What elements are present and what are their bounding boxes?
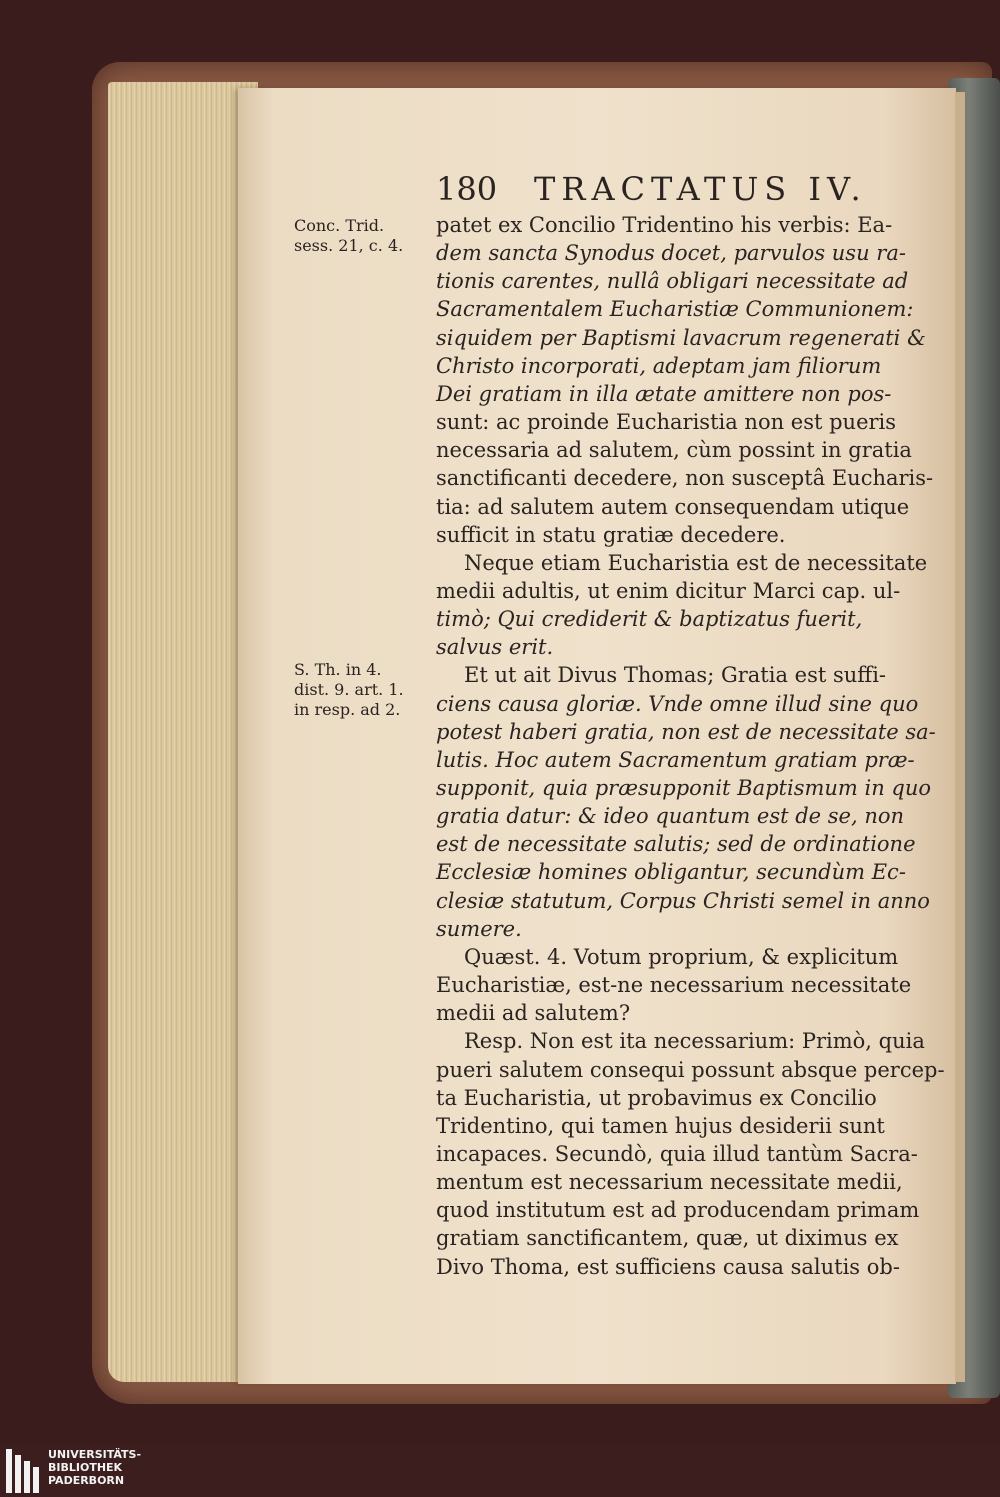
text-line: est de necessitate salutis; sed de ordinatione bbox=[436, 832, 916, 857]
text-line: ta Eucharistia, ut probavimus ex Concilio bbox=[436, 1085, 877, 1110]
text-line: Eucharistiæ, est-ne necessarium necessitate bbox=[436, 973, 912, 998]
text-line: gratiam sanctificantem, quæ, ut diximus ex bbox=[436, 1226, 899, 1251]
text-line: gratia datur: & ideo quantum est de se, non bbox=[436, 804, 905, 829]
text-line: Ecclesiæ homines obligantur, secundùm Ec- bbox=[436, 860, 906, 885]
margin-note-line: S. Th. in 4. bbox=[294, 660, 382, 679]
margin-note-line: Conc. Trid. bbox=[294, 216, 385, 235]
library-logo-text bbox=[48, 1448, 141, 1487]
text-line: Sacramentalem Eucharistiæ Communionem: bbox=[436, 297, 914, 322]
text-line: Christo incorporati, adeptam jam filiorum bbox=[436, 353, 882, 378]
page-stack bbox=[108, 82, 258, 1382]
margin-note-line: sess. 21, c. 4. bbox=[294, 236, 404, 255]
margin-note-line: dist. 9. art. 1. bbox=[294, 680, 404, 699]
text-line: Resp. Non est ita necessarium: Primò, quia bbox=[464, 1029, 925, 1054]
text-line: quod institutum est ad producendam primam bbox=[436, 1198, 920, 1223]
gutter bbox=[955, 92, 965, 1382]
logo-line: UNIVERSITÄTS- bbox=[48, 1448, 142, 1461]
text-line: ciens causa gloriæ. Vnde omne illud sine quo bbox=[436, 691, 919, 716]
text-line: Divo Thoma, est sufficiens causa salutis ob- bbox=[436, 1254, 900, 1279]
text-line: Neque etiam Eucharistia est de necessitate bbox=[464, 550, 928, 575]
text-line: medii adultis, ut enim dicitur Marci cap. ul- bbox=[436, 578, 901, 603]
logo-line: BIBLIOTHEK bbox=[48, 1461, 123, 1474]
text-line: patet ex Concilio Tridentino his verbis: Ea- bbox=[436, 213, 893, 237]
text-line: sunt: ac proinde Eucharistia non est pueris bbox=[436, 410, 897, 435]
text-line: supponit, quia præsupponit Baptismum in quo bbox=[436, 776, 932, 800]
running-header bbox=[436, 170, 867, 210]
text-line: medii ad salutem? bbox=[436, 1001, 631, 1026]
text-line: sumere. bbox=[436, 916, 522, 941]
library-logo-icon bbox=[6, 1449, 40, 1493]
text-line: lutis. Hoc autem Sacramentum gratiam præ- bbox=[436, 747, 915, 772]
text-line: siquidem per Baptismi lavacrum regenerati & bbox=[436, 325, 926, 350]
text-line: pueri salutem consequi possunt absque percep- bbox=[436, 1057, 945, 1082]
margin-note bbox=[294, 660, 434, 720]
text-line: mentum est necessarium necessitate medii, bbox=[436, 1170, 903, 1195]
text-line: tionis carentes, nullâ obligari necessitate ad bbox=[436, 269, 909, 294]
text-line: clesiæ statutum, Corpus Christi semel in anno bbox=[436, 888, 930, 913]
running-title: TRACTATUS IV. bbox=[534, 170, 867, 208]
text-line: Et ut ait Divus Thomas; Gratia est suffi- bbox=[464, 663, 886, 688]
text-line: necessaria ad salutem, cùm possint in gratia bbox=[436, 438, 912, 463]
text-line: tia: ad salutem autem consequendam utique bbox=[436, 494, 910, 519]
text-line: sufficit in statu gratiæ decedere. bbox=[436, 522, 786, 547]
text-line: Quæst. 4. Votum proprium, & explicitum bbox=[464, 944, 899, 969]
text-line: potest haberi gratia, non est de necessitate sa- bbox=[436, 719, 936, 744]
margin-note-line: in resp. ad 2. bbox=[294, 700, 401, 719]
text-line: salvus erit. bbox=[436, 635, 554, 660]
page-number: 180 bbox=[436, 170, 498, 208]
text-line: sanctificanti decedere, non susceptâ Eucharis- bbox=[436, 466, 934, 491]
logo-line: PADERBORN bbox=[48, 1474, 125, 1487]
text-line: Tridentino, qui tamen hujus desiderii sunt bbox=[436, 1113, 885, 1138]
footer-bar bbox=[0, 1445, 1000, 1497]
text-line: incapaces. Secundò, quia illud tantùm Sacra- bbox=[436, 1141, 918, 1166]
text-line: timò; Qui crediderit & baptizatus fuerit, bbox=[436, 607, 863, 632]
text-line: Dei gratiam in illa ætate amittere non pos- bbox=[436, 381, 892, 406]
text-line: dem sancta Synodus docet, parvulos usu ra- bbox=[436, 241, 906, 266]
margin-note bbox=[294, 216, 434, 256]
